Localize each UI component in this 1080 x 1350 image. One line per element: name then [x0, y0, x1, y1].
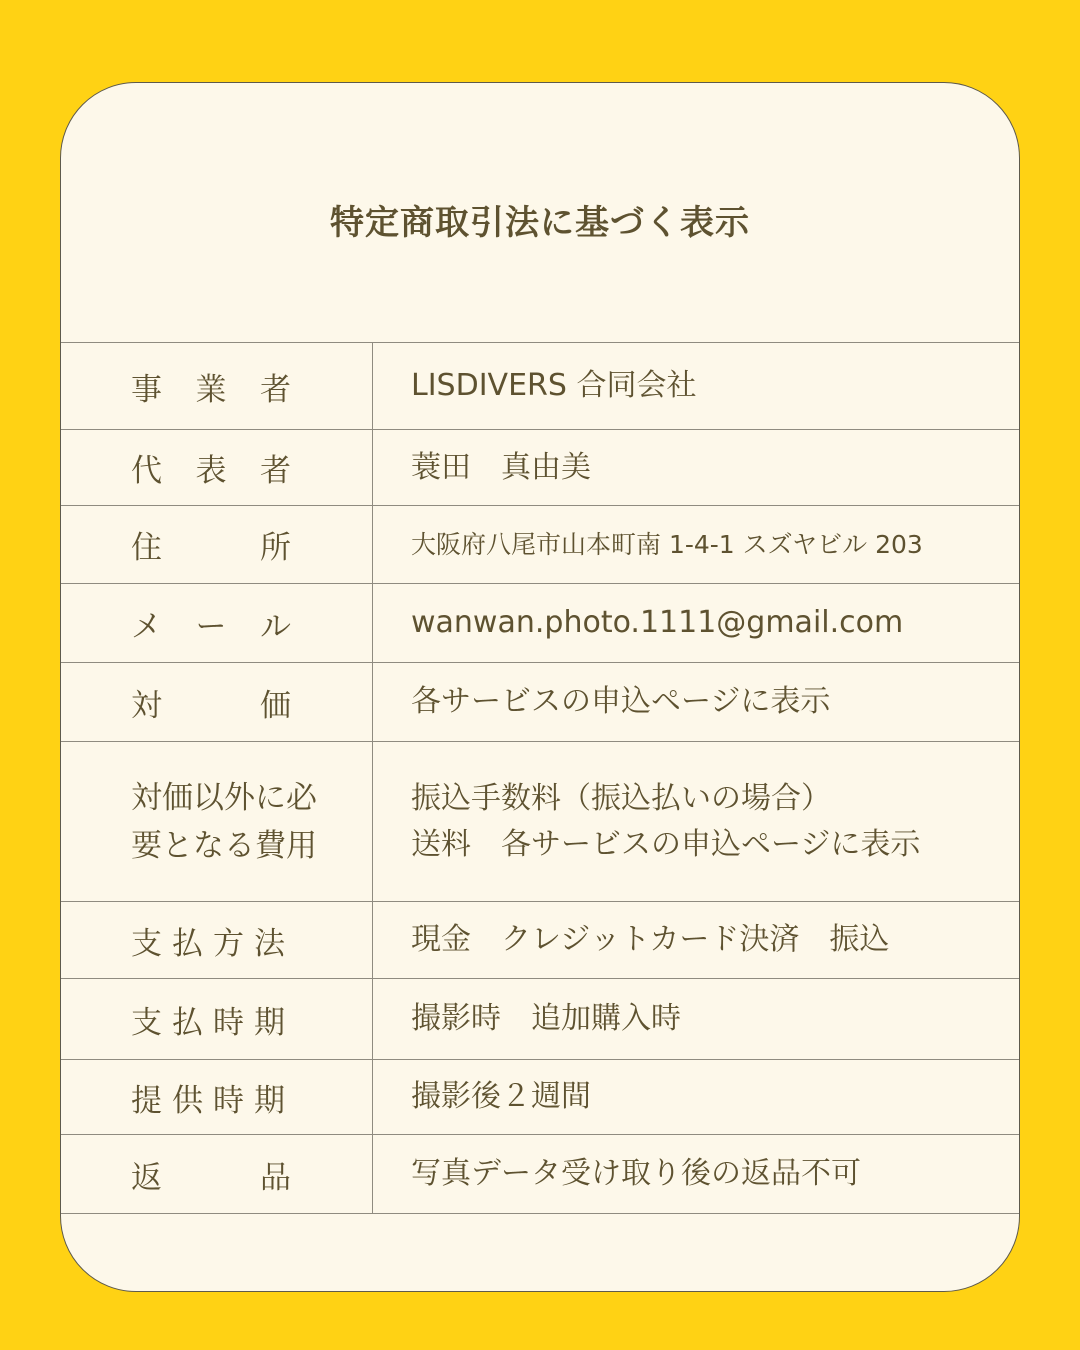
row-label: 対 価: [61, 663, 373, 741]
table-row-payment-method: [61, 902, 1020, 979]
row-value: [373, 1060, 1020, 1134]
representative-name: 蓑田 真由美: [411, 449, 591, 485]
info-table: [61, 342, 1020, 1214]
row-label: 事 業 者: [61, 343, 373, 429]
email-link[interactable]: wanwan.photo.1111@gmail.com: [411, 605, 904, 640]
table-row-business: [61, 342, 1020, 430]
payment-timing-text: 撮影時 追加購入時: [411, 1001, 681, 1036]
row-label: 支 払 時 期: [61, 979, 373, 1059]
row-label: メ ー ル: [61, 584, 373, 662]
table-row-returns: [61, 1135, 1020, 1214]
fee-line: 振込手数料（振込払いの場合）: [411, 780, 831, 816]
row-label: 代 表 者: [61, 430, 373, 505]
table-row-delivery-timing: [61, 1060, 1020, 1135]
table-row-payment-timing: [61, 979, 1020, 1060]
price-text: 各サービスの申込ページに表示: [411, 684, 831, 719]
payment-method-text: 現金 クレジットカード決済 振込: [411, 922, 890, 957]
fee-line: 送料 各サービスの申込ページに表示: [411, 826, 921, 862]
row-label: 提 供 時 期: [61, 1060, 373, 1134]
row-value: [373, 979, 1020, 1059]
row-value: [373, 742, 1020, 901]
table-row-email: [61, 584, 1020, 663]
row-label: 住 所: [61, 506, 373, 583]
row-value: [373, 1135, 1020, 1213]
business-name: LISDIVERS 合同会社: [411, 368, 697, 403]
row-value: [373, 343, 1020, 429]
delivery-timing-text: 撮影後２週間: [411, 1079, 591, 1114]
row-value: [373, 430, 1020, 505]
row-value: [373, 584, 1020, 662]
info-card: [60, 82, 1020, 1292]
row-label: 対価以外に必 要となる費用: [61, 742, 373, 901]
table-row-other-fees: [61, 742, 1020, 902]
returns-text: 写真データ受け取り後の返品不可: [411, 1156, 861, 1191]
table-row-price: [61, 663, 1020, 742]
row-label: 支 払 方 法: [61, 902, 373, 978]
page-title: 特定商取引法に基づく表示: [330, 203, 750, 243]
row-label: 返 品: [61, 1135, 373, 1213]
row-value: [373, 506, 1020, 583]
table-row-representative: [61, 430, 1020, 506]
row-value: [373, 663, 1020, 741]
row-value: [373, 902, 1020, 978]
address-text: 大阪府八尾市山本町南 1-4-1 スズヤビル 203: [411, 529, 923, 559]
table-row-address: [61, 506, 1020, 584]
